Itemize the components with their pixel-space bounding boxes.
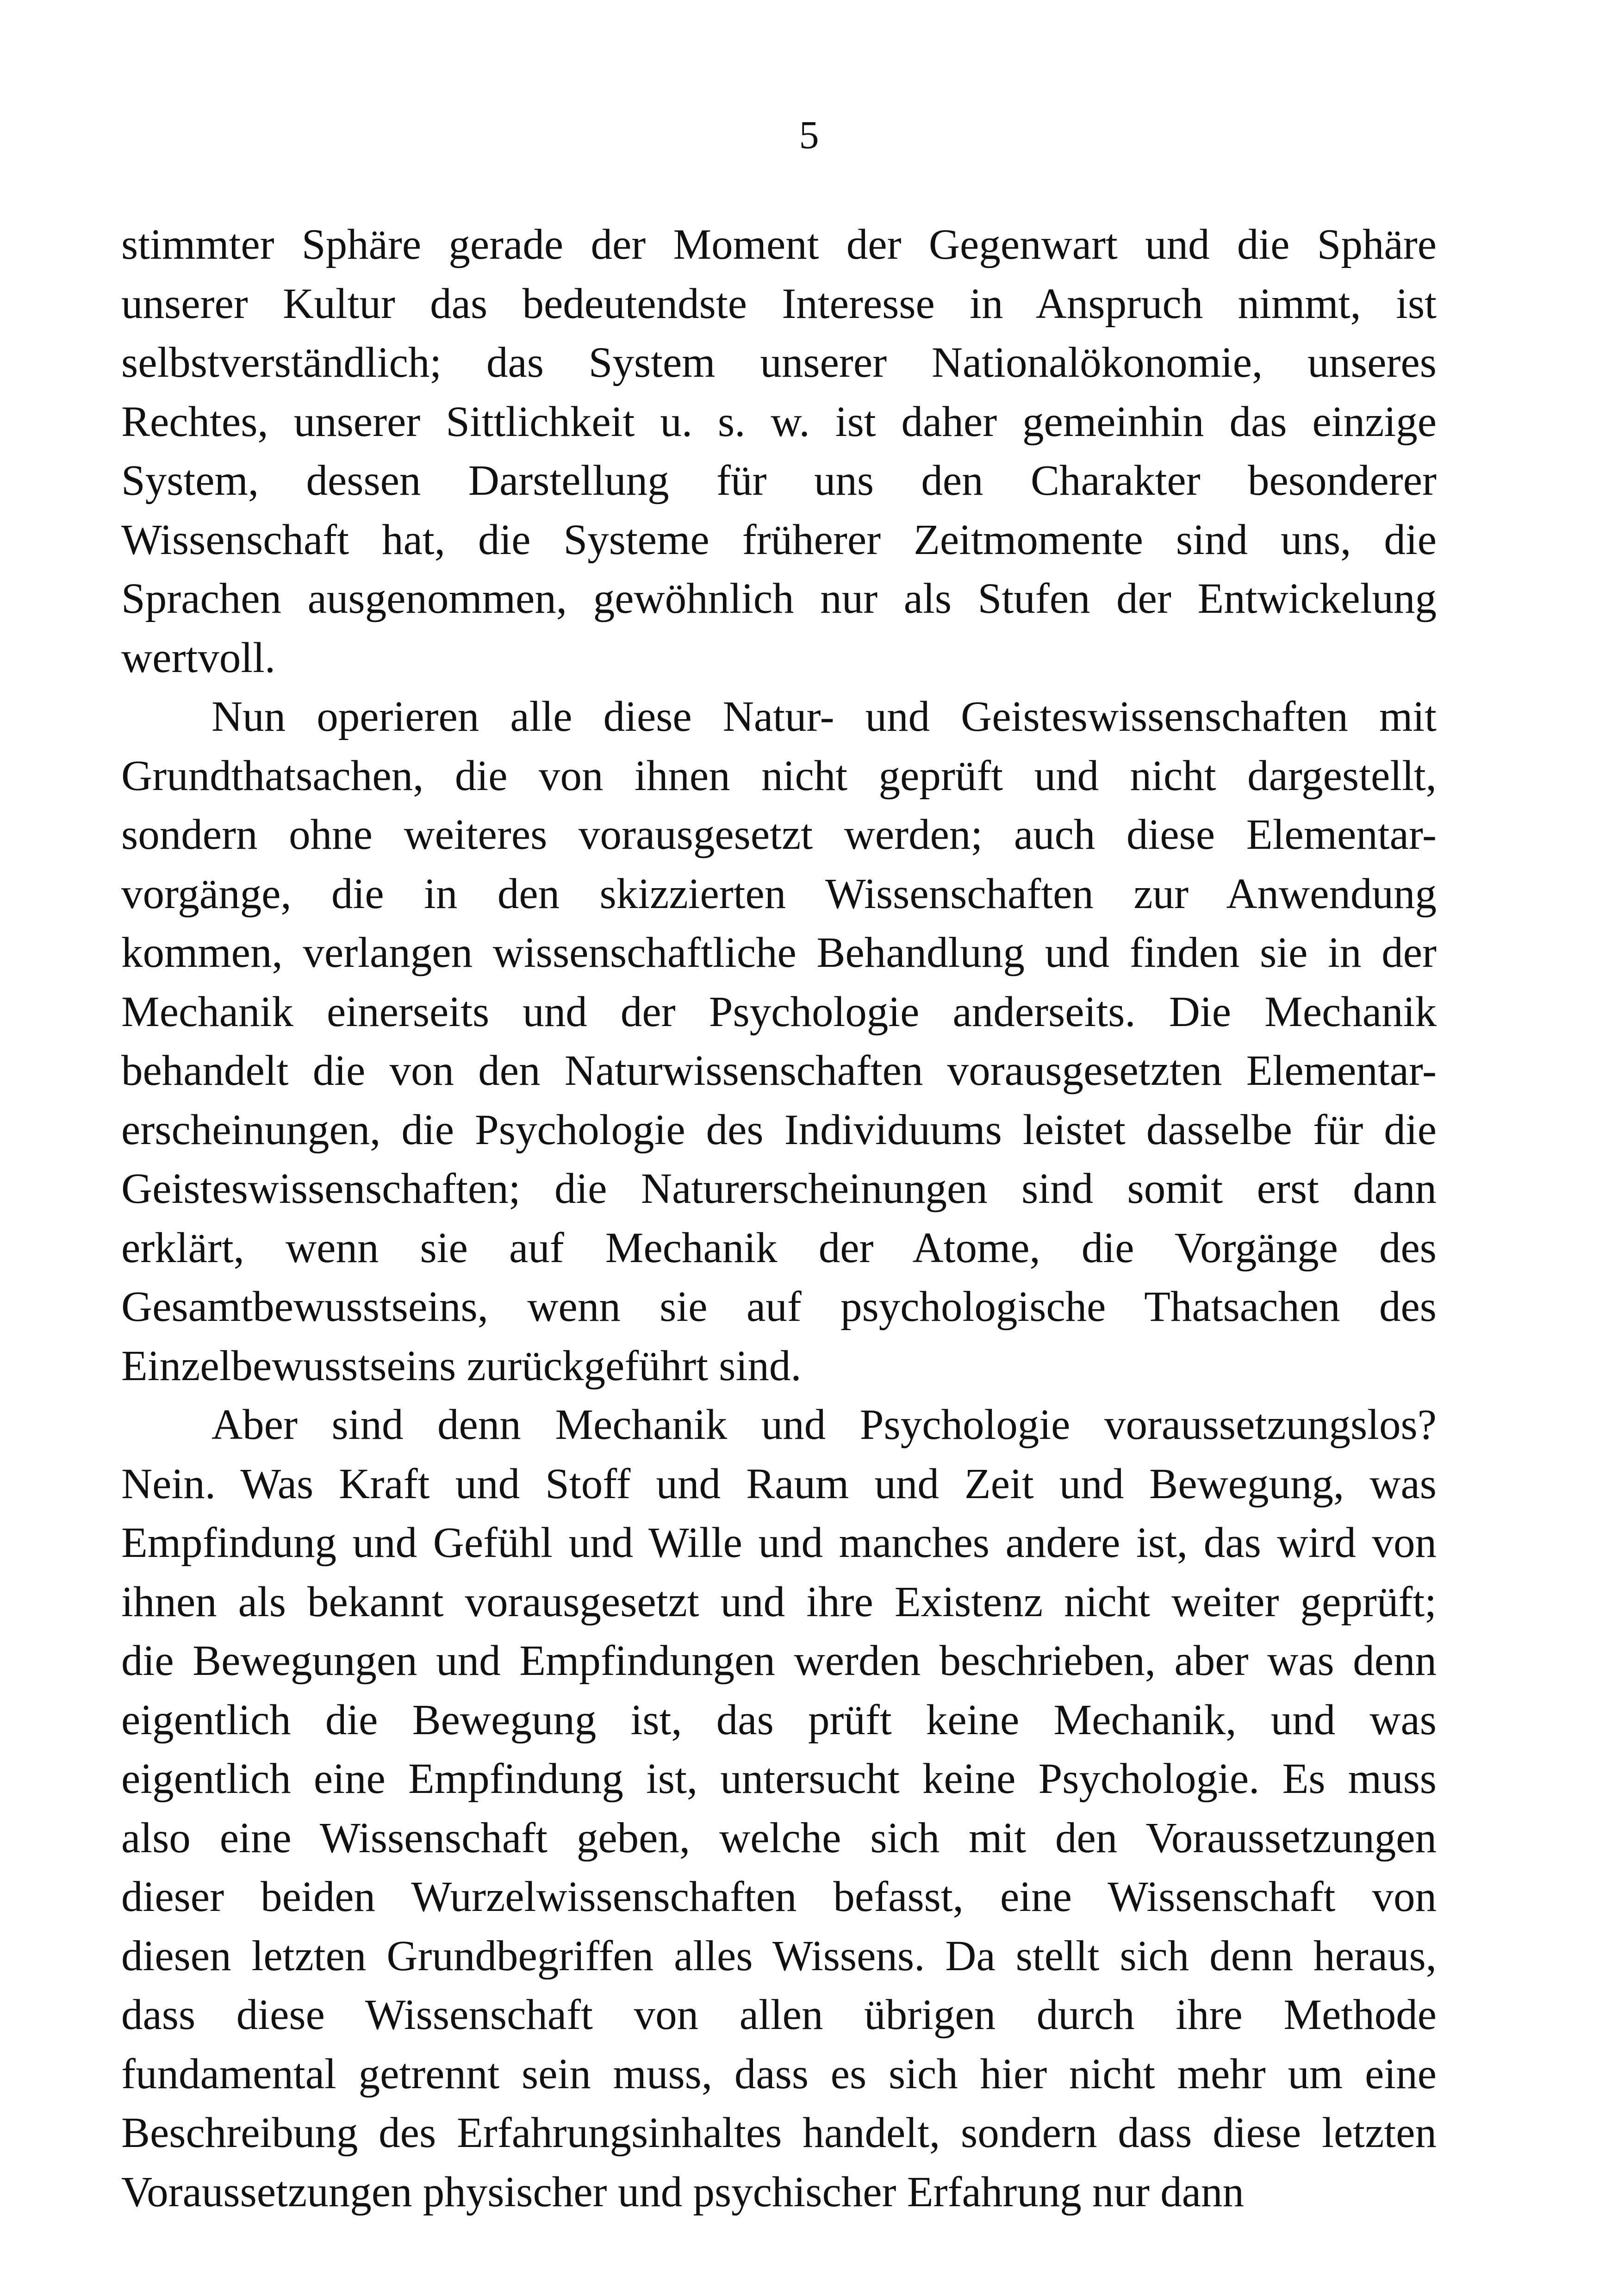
text-line: fundamental getrennt sein muss, dass es sich hier nicht mehr um eine — [121, 2050, 1437, 2098]
text-line: Mechanik einerseits und der Psychologie anderseits. Die Mechanik — [121, 988, 1437, 1036]
text-line: selbstverständlich; das System unserer Nationalökonomie, unseres — [121, 339, 1437, 386]
text-line: stimmter Sphäre gerade der Moment der Gegenwart und die Sphäre — [121, 221, 1437, 268]
text-line: erscheinungen, die Psychologie des Individuums leistet dasselbe für die — [121, 1106, 1437, 1154]
text-line: wertvoll. — [121, 634, 276, 682]
text-line: diesen letzten Grundbegriffen alles Wissens. Da stellt sich denn heraus, — [121, 1932, 1437, 1980]
text-line: kommen, verlangen wissenschaftliche Behandlung und finden sie in der — [121, 929, 1437, 977]
text-line: die Bewegungen und Empfindungen werden beschrieben, aber was denn — [121, 1637, 1437, 1685]
text-line: also eine Wissenschaft geben, welche sich mit den Voraussetzungen — [121, 1814, 1437, 1862]
text-line: Nein. Was Kraft und Stoff und Raum und Zeit und Bewegung, was — [121, 1460, 1437, 1508]
text-line: Empfindung und Gefühl und Wille und manches andere ist, das wird von — [121, 1519, 1437, 1567]
text-line: ihnen als bekannt vorausgesetzt und ihre Existenz nicht weiter geprüft; — [121, 1578, 1437, 1626]
text-line: Nun operieren alle diese Natur- und Geisteswissenschaften mit — [212, 693, 1437, 740]
text-line: eigentlich die Bewegung ist, das prüft keine Mechanik, und was — [121, 1696, 1437, 1744]
page-number: 5 — [799, 112, 819, 157]
text-line: Gesamtbewusstseins, wenn sie auf psychologische Thatsachen des — [121, 1283, 1437, 1331]
text-line: Rechtes, unserer Sittlichkeit u. s. w. ist daher gemeinhin das einzige — [121, 398, 1437, 446]
text-line: vorgänge, die in den skizzierten Wissenschaften zur Anwendung — [121, 870, 1437, 918]
body-text — [121, 215, 1437, 2221]
text-line: unserer Kultur das bedeutendste Interesse in Anspruch nimmt, ist — [121, 280, 1437, 328]
text-line: Voraussetzungen physischer und psychischer Erfahrung nur dann — [121, 2168, 1244, 2216]
text-line: Aber sind denn Mechanik und Psychologie voraussetzungslos? — [212, 1401, 1437, 1449]
text-line: Geisteswissenschaften; die Naturerscheinungen sind somit erst dann — [121, 1165, 1437, 1213]
text-line: erklärt, wenn sie auf Mechanik der Atome, die Vorgänge des — [121, 1224, 1437, 1272]
text-line: Sprachen ausgenommen, gewöhnlich nur als Stufen der Entwickelung — [121, 575, 1437, 622]
text-line: Beschreibung des Erfahrungsinhaltes handelt, sondern dass diese letzten — [121, 2109, 1437, 2157]
text-line: Wissenschaft hat, die Systeme früherer Zeitmomente sind uns, die — [121, 516, 1437, 564]
text-line: dieser beiden Wurzelwissenschaften befasst, eine Wissenschaft von — [121, 1873, 1437, 1921]
text-line: System, dessen Darstellung für uns den Charakter besonderer — [121, 457, 1437, 504]
text-line: behandelt die von den Naturwissenschaften vorausgesetzten Elementar- — [121, 1047, 1437, 1095]
text-line: dass diese Wissenschaft von allen übrigen durch ihre Methode — [121, 1991, 1437, 2039]
text-line: Grundthatsachen, die von ihnen nicht geprüft und nicht dargestellt, — [121, 752, 1437, 800]
text-line: sondern ohne weiteres vorausgesetzt werden; auch diese Elementar- — [121, 811, 1437, 859]
text-line: eigentlich eine Empfindung ist, untersucht keine Psychologie. Es muss — [121, 1755, 1437, 1803]
text-line: Einzelbewusstseins zurückgeführt sind. — [121, 1342, 802, 1390]
